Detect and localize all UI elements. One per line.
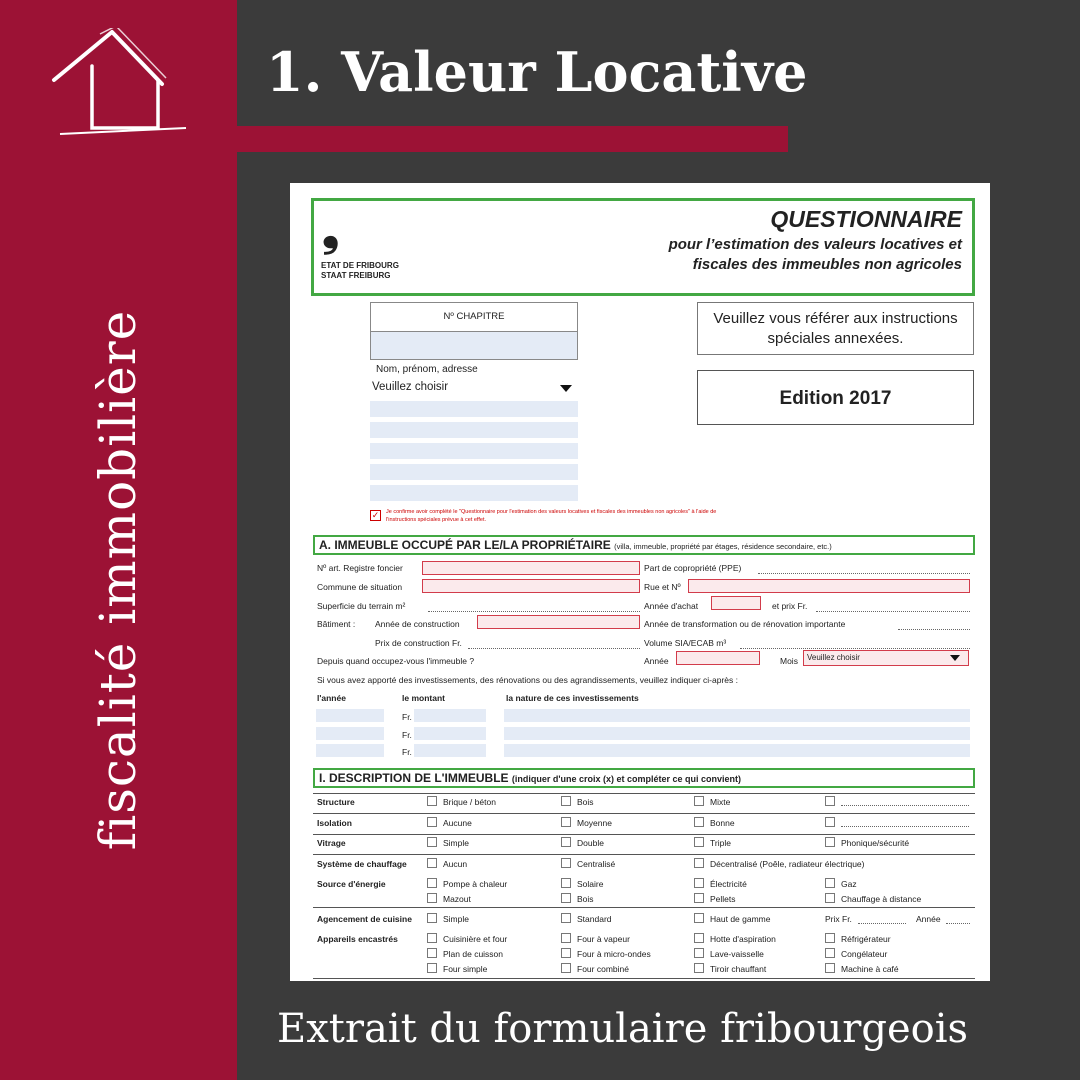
section-a-note: (villa, immeuble, propriété par étages, résidence secondaire, etc.) — [614, 542, 832, 551]
energie-option: Bois — [577, 894, 594, 904]
name-address-label: Nom, prénom, adresse — [376, 364, 478, 375]
cuisine-option: Standard — [577, 914, 612, 924]
invest-year-input[interactable] — [316, 727, 384, 740]
structure-option: Brique / béton — [443, 797, 496, 807]
appareils-option: Hotte d'aspiration — [710, 934, 776, 944]
construction-input[interactable] — [477, 615, 640, 629]
appareils-checkbox[interactable] — [694, 933, 704, 943]
questionnaire-title: QUESTIONNAIRE — [770, 206, 962, 232]
appareils-checkbox[interactable] — [561, 933, 571, 943]
vitrage-checkbox[interactable] — [825, 837, 835, 847]
appareils-checkbox[interactable] — [825, 933, 835, 943]
invest-nature-input[interactable] — [504, 744, 970, 757]
state-name-fr: ETAT DE FRIBOURG — [321, 261, 399, 270]
address-line-input[interactable] — [370, 464, 578, 480]
row-divider — [313, 978, 975, 979]
art-label: Nº art. Registre foncier — [317, 563, 403, 573]
energie-option: Mazout — [443, 894, 471, 904]
structure-checkbox[interactable] — [825, 796, 835, 806]
mois-select[interactable]: Veuillez choisir — [803, 650, 969, 666]
annee-input[interactable] — [676, 651, 760, 665]
row-divider — [313, 907, 975, 908]
invest-amount-input[interactable] — [414, 727, 486, 740]
fr-label: Fr. — [402, 712, 412, 722]
brand-sidebar — [0, 0, 237, 1080]
commune-input[interactable] — [422, 579, 640, 593]
isolation-option: Aucune — [443, 818, 472, 828]
chauffage-label: Système de chauffage — [317, 859, 407, 869]
fr-label: Fr. — [402, 747, 412, 757]
fribourg-coat-of-arms-icon: ❟ — [322, 205, 340, 256]
name-select[interactable]: Veuillez choisir — [372, 381, 449, 393]
structure-checkbox[interactable] — [427, 796, 437, 806]
caption: Extrait du formulaire fribourgeois — [277, 1006, 969, 1052]
cuisine-option: Simple — [443, 914, 469, 924]
instructions-notice: Veuillez vous référer aux instructions spéciales annexées. — [697, 302, 974, 355]
page-title: 1. Valeur Locative — [266, 40, 808, 104]
vitrage-option: Simple — [443, 838, 469, 848]
energie-checkbox[interactable] — [825, 893, 835, 903]
structure-checkbox[interactable] — [694, 796, 704, 806]
vertical-category-label: fiscalité immobilière — [89, 309, 147, 851]
appareils-option: Tiroir chauffant — [710, 964, 767, 974]
batiment-label: Bâtiment : — [317, 619, 356, 629]
chauffage-checkbox[interactable] — [694, 858, 704, 868]
row-divider — [313, 793, 975, 794]
cuisine-checkbox[interactable] — [427, 913, 437, 923]
vitrage-option: Triple — [710, 838, 731, 848]
section-i-title: I. DESCRIPTION DE L'IMMEUBLE — [319, 771, 509, 785]
col-montant: le montant — [402, 693, 445, 703]
ppe-label: Part de copropriété (PPE) — [644, 563, 742, 573]
confirm-checkbox[interactable]: ✓ — [371, 510, 380, 520]
appareils-option: Machine à café — [841, 964, 899, 974]
energie-option: Solaire — [577, 879, 604, 889]
energie-option: Pompe à chaleur — [443, 879, 508, 889]
row-divider — [313, 813, 975, 814]
form-header — [311, 198, 975, 296]
energie-checkbox[interactable] — [694, 878, 704, 888]
row-divider — [313, 834, 975, 835]
energie-checkbox[interactable] — [561, 878, 571, 888]
chevron-down-icon[interactable] — [560, 385, 572, 392]
rue-label: Rue et Nº — [644, 582, 681, 592]
cuisine-option: Haut de gamme — [710, 914, 771, 924]
appareils-checkbox[interactable] — [825, 948, 835, 958]
energie-checkbox[interactable] — [427, 878, 437, 888]
form-document — [290, 183, 990, 981]
volume-label: Volume SIA/ECAB m³ — [644, 638, 727, 648]
art-input[interactable] — [422, 561, 640, 575]
chapitre-label: Nº CHAPITRE — [443, 311, 505, 322]
appareils-option: Congélateur — [841, 949, 888, 959]
state-name-de: STAAT FREIBURG — [321, 271, 391, 280]
appareils-checkbox[interactable] — [694, 948, 704, 958]
vitrage-checkbox[interactable] — [694, 837, 704, 847]
ppe-input[interactable] — [758, 573, 970, 574]
state-name — [321, 261, 399, 281]
vitrage-checkbox[interactable] — [427, 837, 437, 847]
isolation-checkbox[interactable] — [825, 817, 835, 827]
achat-label: Année d'achat — [644, 601, 699, 611]
appareils-option: Four combiné — [577, 964, 629, 974]
row-divider — [313, 854, 975, 855]
isolation-label: Isolation — [317, 818, 352, 828]
energie-option: Électricité — [710, 879, 747, 889]
section-i-header — [313, 768, 975, 788]
appareils-option: Cuisinière et four — [443, 934, 508, 944]
annee-label: Année — [644, 656, 669, 666]
title-underline-bar — [237, 126, 788, 152]
chapitre-input[interactable] — [371, 331, 577, 359]
transformation-label: Année de transformation ou de rénovation importante — [644, 619, 846, 629]
commune-label: Commune de situation — [317, 582, 403, 592]
address-line-input[interactable] — [370, 401, 578, 417]
invest-year-input[interactable] — [316, 709, 384, 722]
appareils-label: Appareils encastrés — [317, 934, 398, 944]
superficie-input[interactable] — [428, 611, 640, 612]
isolation-checkbox[interactable] — [427, 817, 437, 827]
cuisine-checkbox[interactable] — [561, 913, 571, 923]
fr-label: Fr. — [402, 730, 412, 740]
structure-option: Mixte — [710, 797, 731, 807]
appareils-checkbox[interactable] — [561, 963, 571, 973]
appareils-option: Four à vapeur — [577, 934, 630, 944]
mois-label: Mois — [780, 656, 798, 666]
section-a-header — [313, 535, 975, 555]
invest-year-input[interactable] — [316, 744, 384, 757]
chauffage-checkbox[interactable] — [427, 858, 437, 868]
energie-label: Source d'énergie — [317, 879, 386, 889]
structure-other-input[interactable] — [841, 805, 969, 806]
questionnaire-subtitle: pour l’estimation des valeurs locatives et fiscales des immeubles non agricoles — [668, 236, 962, 273]
section-a-title: A. IMMEUBLE OCCUPÉ PAR LE/LA PROPRIÉTAIRE — [319, 538, 611, 552]
energie-option: Chauffage à distance — [841, 894, 922, 904]
cuisine-prix-input[interactable] — [858, 923, 906, 924]
col-nature: la nature de ces investissements — [506, 693, 639, 703]
appareils-checkbox[interactable] — [427, 948, 437, 958]
cuisine-label: Agencement de cuisine — [317, 914, 412, 924]
invest-nature-input[interactable] — [504, 709, 970, 722]
chauffage-option: Décentralisé (Poêle, radiateur électrique) — [710, 859, 865, 869]
address-line-input[interactable] — [370, 422, 578, 438]
chevron-down-icon[interactable] — [950, 655, 960, 661]
appareils-option: Four simple — [443, 964, 488, 974]
vitrage-option: Double — [577, 838, 604, 848]
appareils-checkbox[interactable] — [825, 963, 835, 973]
isolation-checkbox[interactable] — [694, 817, 704, 827]
chapitre-field — [370, 302, 578, 360]
structure-checkbox[interactable] — [561, 796, 571, 806]
construction-label: Année de construction — [375, 619, 460, 629]
volume-input[interactable] — [740, 648, 970, 649]
isolation-other-input[interactable] — [841, 826, 969, 827]
chauffage-option: Centralisé — [577, 859, 616, 869]
superficie-label: Superficie du terrain m² — [317, 601, 406, 611]
col-annee: l'année — [317, 693, 346, 703]
address-line-input[interactable] — [370, 485, 578, 501]
vitrage-label: Vitrage — [317, 838, 346, 848]
cuisine-checkbox[interactable] — [694, 913, 704, 923]
vitrage-checkbox[interactable] — [561, 837, 571, 847]
appareils-option: Réfrigérateur — [841, 934, 891, 944]
prix-construction-input[interactable] — [468, 648, 640, 649]
appareils-option: Plan de cuisson — [443, 949, 504, 959]
energie-checkbox[interactable] — [561, 893, 571, 903]
energie-option: Pellets — [710, 894, 736, 904]
energie-checkbox[interactable] — [427, 893, 437, 903]
appareils-option: Lave-vaisselle — [710, 949, 764, 959]
energie-checkbox[interactable] — [825, 878, 835, 888]
cuisine-prix-label: Prix Fr. — [825, 914, 852, 924]
invest-text: Si vous avez apporté des investissements, des rénovations ou des agrandissements, veuillez indiquer ci-après : — [317, 675, 738, 685]
appareils-checkbox[interactable] — [427, 933, 437, 943]
address-line-input[interactable] — [370, 443, 578, 459]
achat-input[interactable] — [711, 596, 761, 610]
energie-option: Gaz — [841, 879, 857, 889]
cuisine-annee-label: Année — [916, 914, 941, 924]
depuis-label: Depuis quand occupez-vous l'immeuble ? — [317, 656, 475, 666]
appareils-checkbox[interactable] — [694, 963, 704, 973]
energie-checkbox[interactable] — [694, 893, 704, 903]
invest-amount-input[interactable] — [414, 709, 486, 722]
prix-label: et prix Fr. — [772, 601, 808, 611]
section-i-note: (indiquer d'une croix (x) et compléter ce qui convient) — [511, 774, 742, 784]
prix-construction-label: Prix de construction Fr. — [375, 638, 462, 648]
chauffage-option: Aucun — [443, 859, 468, 869]
isolation-checkbox[interactable] — [561, 817, 571, 827]
transformation-input[interactable] — [898, 629, 970, 630]
chauffage-checkbox[interactable] — [561, 858, 571, 868]
structure-option: Bois — [577, 797, 594, 807]
edition-label: Edition 2017 — [697, 370, 974, 425]
appareils-checkbox[interactable] — [427, 963, 437, 973]
cuisine-annee-input[interactable] — [946, 923, 970, 924]
isolation-option: Bonne — [710, 818, 735, 828]
vitrage-option: Phonique/sécurité — [841, 838, 910, 848]
appareils-option: Four à micro-ondes — [577, 949, 651, 959]
appareils-checkbox[interactable] — [561, 948, 571, 958]
structure-label: Structure — [317, 797, 355, 807]
invest-nature-input[interactable] — [504, 727, 970, 740]
isolation-option: Moyenne — [577, 818, 612, 828]
rue-input[interactable] — [688, 579, 970, 593]
house-outline-icon — [50, 28, 190, 140]
prix-input[interactable] — [816, 611, 970, 612]
confirm-text: Je confirme avoir complété le "Questionnaire pour l'estimation des valeurs locatives et fiscales des immeubles non agricoles" à l'aide de l'instructions spéciales prévue à cet effet. — [386, 509, 717, 523]
invest-amount-input[interactable] — [414, 744, 486, 757]
